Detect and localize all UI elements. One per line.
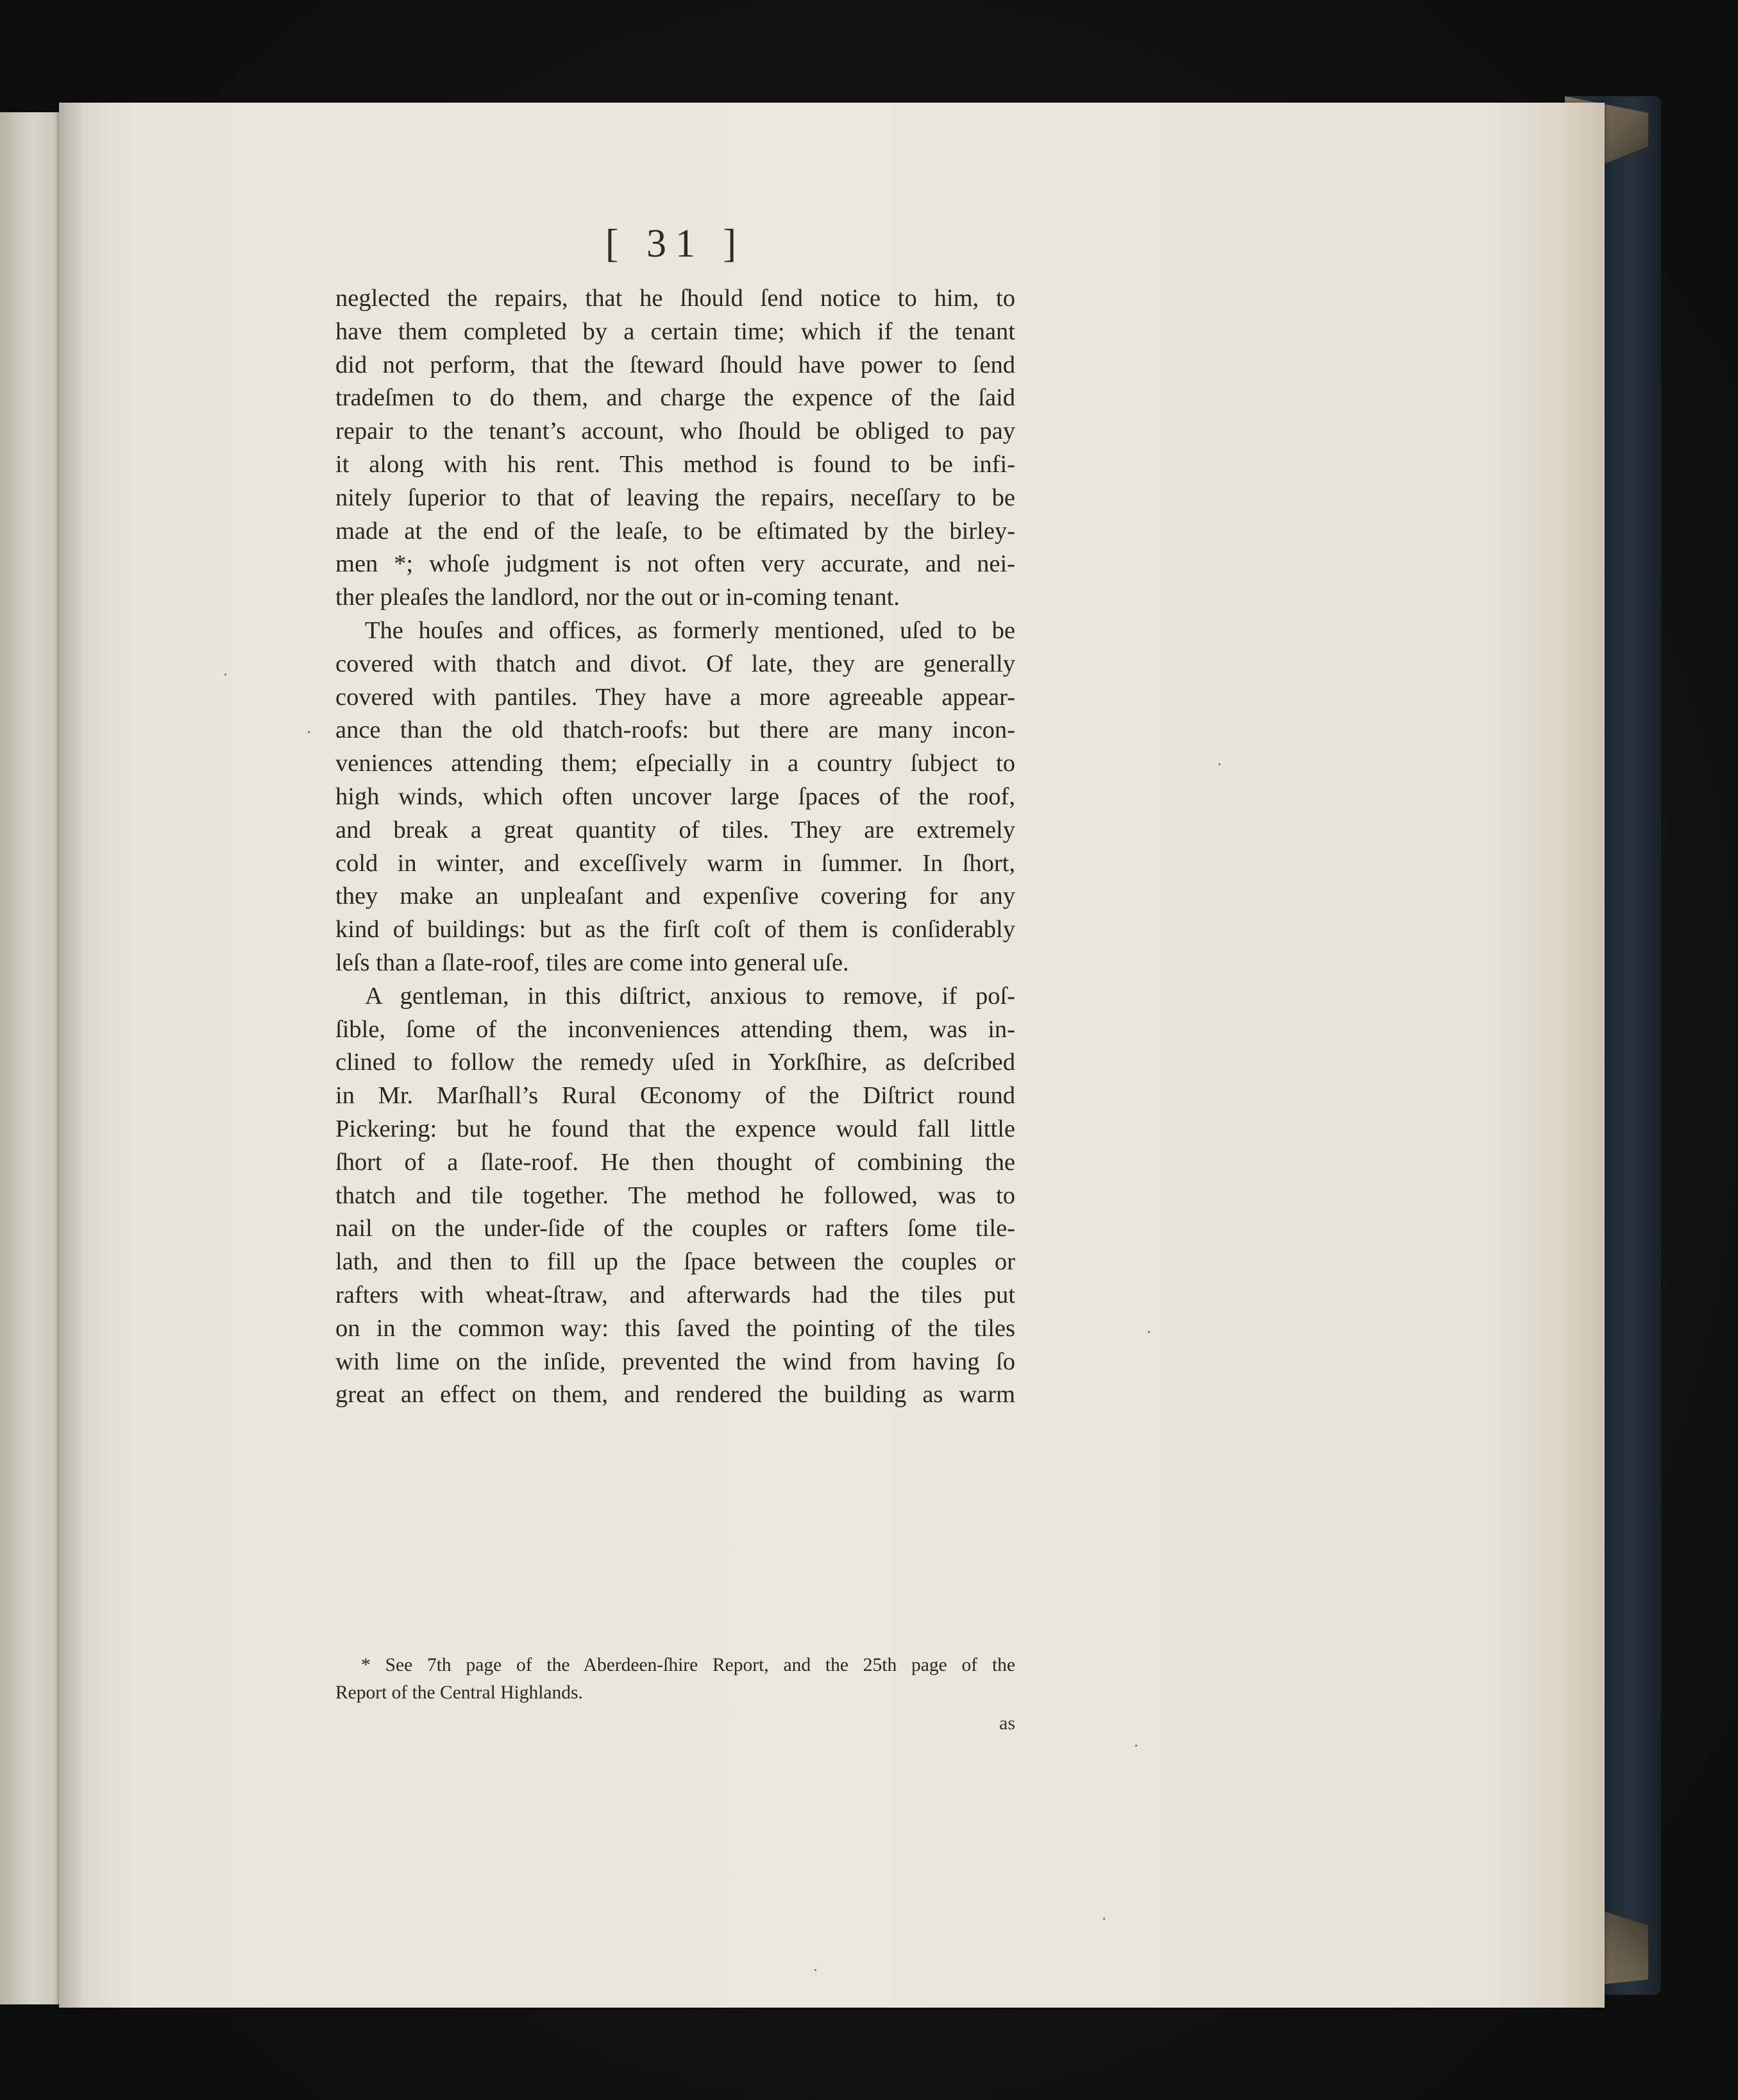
paper-speck (814, 1969, 816, 1971)
text-line: A gentleman, in this diſtrict, anxious to remove, if poſ- (365, 982, 1015, 1010)
paper-speck (308, 731, 310, 733)
text-line: The houſes and offices, as formerly mentioned, uſed to be (365, 616, 1015, 644)
text-line: made at the end of the leaſe, to be eſtimated by the birley- (335, 517, 1015, 545)
text-line: high winds, which often uncover large ſpaces of the roof, (335, 783, 1015, 810)
page-number-heading: [ 31 ] (605, 222, 746, 266)
text-line: rafters with wheat-ſtraw, and afterwards had the tiles put (335, 1281, 1015, 1308)
text-line: covered with pantiles. They have a more agreeable appear- (335, 683, 1015, 711)
paper-speck (1148, 1331, 1150, 1333)
text-line: with lime on the inſide, prevented the wind from having ſo (335, 1348, 1015, 1375)
gutter-shadow (59, 103, 85, 2008)
text-line: repair to the tenant’s account, who ſhould be obliged to pay (335, 418, 1015, 445)
text-line: kind of buildings: but as the firſt coſt of them is conſiderably (335, 916, 1015, 944)
text-line: clined to follow the remedy uſed in Yorkſhire, as deſcribed (335, 1049, 1015, 1076)
footnote (335, 1652, 1015, 1707)
body-text (335, 282, 1015, 1412)
text-line: ance than the old thatch-roofs: but there are many incon- (335, 716, 1015, 744)
text-line: and break a great quantity of tiles. They are extremely (335, 816, 1015, 843)
text-line: on in the common way: this ſaved the pointing of the tiles (335, 1314, 1015, 1342)
text-line: did not perform, that the ſteward ſhould have power to ſend (335, 351, 1015, 378)
text-line: it along with his rent. This method is found to be infi- (335, 450, 1015, 478)
footnote-line: Report of the Central Highlands. (335, 1682, 583, 1703)
text-line: thatch and tile together. The method he followed, was to (335, 1181, 1015, 1209)
footnote-line: * See 7th page of the Aberdeen-ſhire Report, and the 25th page of the (361, 1655, 1015, 1675)
text-line: ſible, ſome of the inconveniences attending them, was in- (335, 1015, 1015, 1043)
text-line: ther pleaſes the landlord, nor the out or in-coming tenant. (335, 584, 900, 611)
text-line: nail on the under-ſide of the couples or rafters ſome tile- (335, 1215, 1015, 1242)
catchword: as (999, 1713, 1015, 1734)
text-line: men *; whoſe judgment is not often very accurate, and nei- (335, 550, 1015, 578)
text-line: have them completed by a certain time; which if the tenant (335, 318, 1015, 345)
text-line: cold in winter, and exceſſively warm in ſummer. In ſhort, (335, 849, 1015, 877)
text-line: veniences attending them; eſpecially in a country ſubject to (335, 750, 1015, 777)
text-line: nitely ſuperior to that of leaving the repairs, neceſſary to be (335, 484, 1015, 511)
text-line: in Mr. Marſhall’s Rural Œconomy of the Diſtrict round (335, 1082, 1015, 1110)
text-line: tradeſmen to do them, and charge the expence of the ſaid (335, 384, 1015, 412)
text-line: Pickering: but he found that the expence would fall little (335, 1115, 1015, 1142)
paper-speck (1219, 763, 1220, 765)
text-line: leſs than a ſlate-roof, tiles are come into general uſe. (335, 949, 849, 976)
text-line: they make an unpleaſant and expenſive covering for any (335, 883, 1015, 910)
paper-speck (224, 673, 226, 675)
text-line: covered with thatch and divot. Of late, they are generally (335, 650, 1015, 677)
text-line: great an effect on them, and rendered the building as warm (335, 1381, 1015, 1409)
text-line: ſhort of a ſlate-roof. He then thought of combining the (335, 1148, 1015, 1176)
paper-speck (1135, 1745, 1137, 1747)
text-line: lath, and then to fill up the ſpace between the couples or (335, 1248, 1015, 1276)
text-line: neglected the repairs, that he ſhould ſend notice to him, to (335, 285, 1015, 312)
paper-speck (1103, 1918, 1105, 1920)
